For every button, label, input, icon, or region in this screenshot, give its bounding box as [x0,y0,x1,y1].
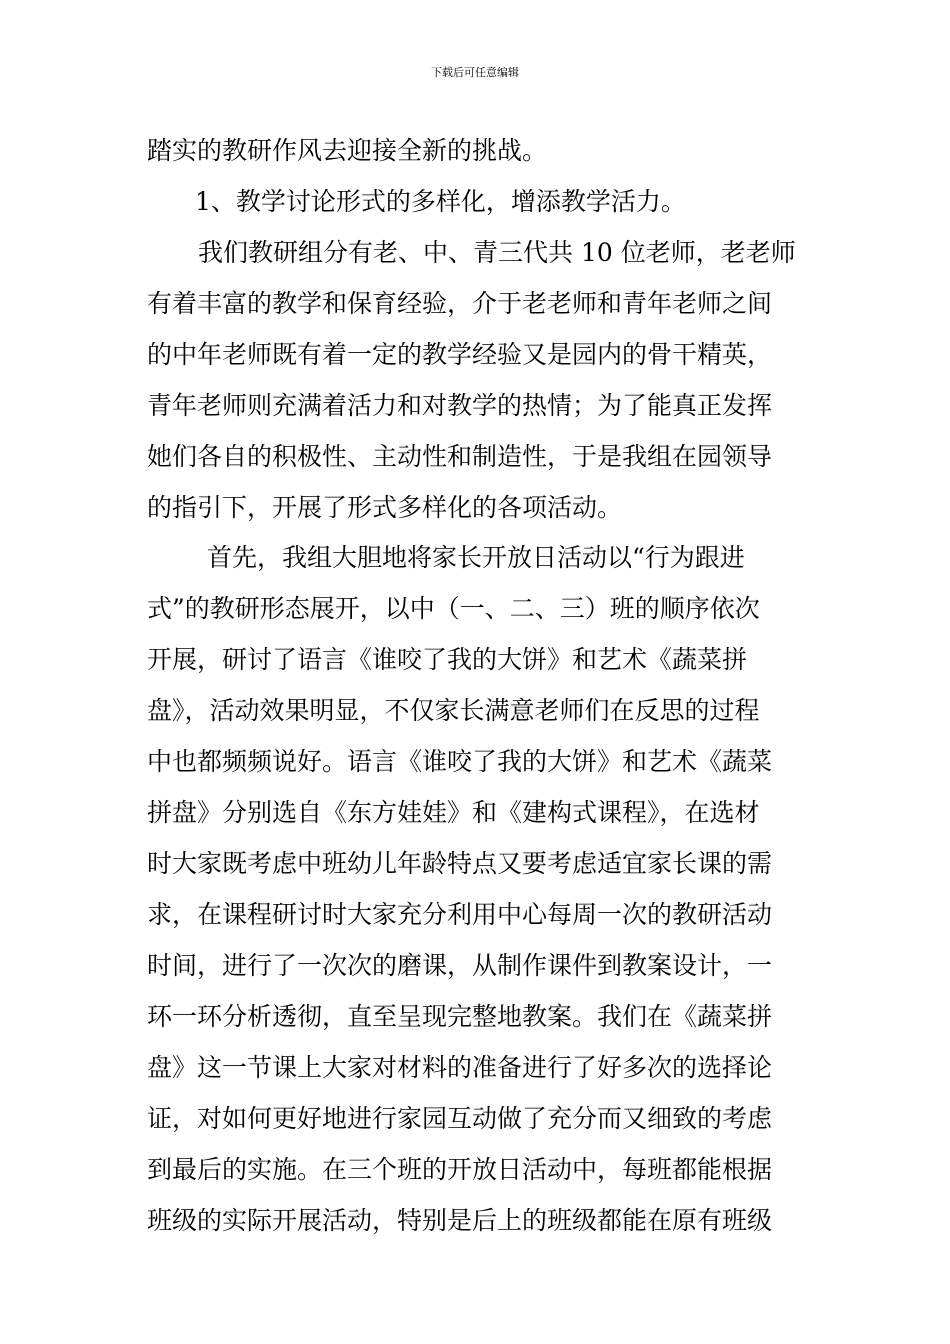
text-line: 到最后的实施。在三个班的开放日活动中，每班都能根据 [147,1155,773,1184]
text-line: 时间，进行了一次次的磨课，从制作课件到教案设计，一 [147,951,773,980]
text-line: 我们教研组分有老、中、青三代共 10 位老师，老老师 [198,238,796,267]
text-line: 有着丰富的教学和保育经验，介于老老师和青年老师之间 [147,289,773,318]
text-line: 的中年老师既有着一定的教学经验又是园内的骨干精英， [147,340,773,369]
text-line: 开展，研讨了语言《谁咬了我的大饼》和艺术《蔬菜拼 [147,645,748,674]
text-line: 盘》这一节课上大家对材料的准备进行了好多次的选择论 [147,1053,773,1082]
text-line: 式”的教研形态展开，以中（一、二、三）班的顺序依次 [147,594,760,623]
text-line: 青年老师则充满着活力和对教学的热情；为了能真正发挥 [147,391,773,420]
text-line: 她们各自的积极性、主动性和制造性，于是我组在园领导 [147,442,773,471]
page-header: 下载后可任意编辑 [431,66,519,79]
text-line: 证，对如何更好地进行家园互动做了充分而又细致的考虑 [147,1104,773,1133]
text-line: 盘》，活动效果明显，不仅家长满意老师们在反思的过程 [147,696,760,725]
text-line: 时大家既考虑中班幼儿年龄特点又要考虑适宜家长课的需 [147,849,773,878]
text-line: 求，在课程研讨时大家充分利用中心每周一次的教研活动 [147,900,773,929]
text-line: 中也都频频说好。语言《谁咬了我的大饼》和艺术《蔬菜 [147,747,773,776]
section-heading: 1、教学讨论形式的多样化，增添教学活力。 [195,187,686,216]
text-line: 环一环分析透彻，直至呈现完整地教案。我们在《蔬菜拼 [147,1002,773,1031]
text-line: 班级的实际开展活动，特别是后上的班级都能在原有班级 [147,1206,773,1235]
text-line: 拼盘》分别选自《东方娃娃》和《建构式课程》，在选材 [147,798,760,827]
text-line: 首先，我组大胆地将家长开放日活动以“行为跟进 [207,543,745,572]
text-line: 踏实的教研作风去迎接全新的挑战。 [147,136,548,165]
text-line: 的指引下，开展了形式多样化的各项活动。 [147,493,623,522]
